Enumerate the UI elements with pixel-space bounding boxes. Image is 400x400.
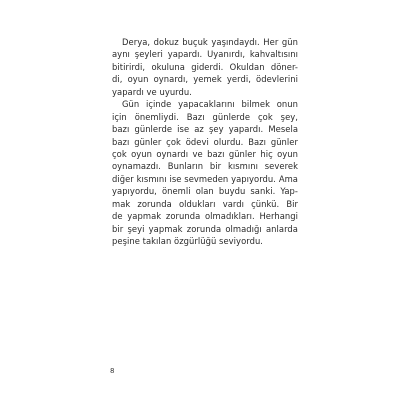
text-line: di, oyun oynardı, yemek yerdi, ödevlerini [112, 74, 298, 85]
text-line: yapardı ve uyurdu. [112, 86, 192, 97]
text-line: çok oyun oynardı ve bazı günler hiç oyun [112, 148, 298, 159]
text-line: yapıyordu, önemli olan buydu sanki. Yap- [112, 186, 298, 197]
paragraph-2 [112, 98, 298, 247]
text-line: de yapmak zorunda olmadıkları. Herhangi [112, 211, 298, 222]
text-line: için önemliydi. Bazı günlerde çok şey, [112, 111, 298, 122]
text-line: bir şeyi yapmak zorunda olmadığı anlarda [112, 223, 298, 234]
text-line: peşine takılan özgürlüğü seviyordu. [112, 236, 264, 246]
body-text [112, 36, 298, 247]
text-line: bazı günler çok ödevi olurdu. Bazı günler [112, 136, 298, 147]
page-number: 8 [110, 367, 115, 375]
text-line: aynı şeyleri yapardı. Uyanırdı, kahvaltısını [112, 49, 298, 60]
text-line: mak zorunda oldukları vardı çünkü. Bir [112, 198, 298, 209]
text-line: bazı günlerde ise az şey yapardı. Mesela [112, 124, 298, 135]
paragraph-1 [112, 36, 298, 98]
text-line: bitirirdi, okuluna giderdi. Okuldan döner- [112, 61, 298, 72]
text-line: oynamazdı. Bunların bir kısmını severek [112, 161, 298, 172]
text-line: diğer kısmını ise sevmeden yapıyordu. Ama [112, 173, 298, 184]
text-line: Gün içinde yapacaklarını bilmek onun [122, 99, 298, 110]
text-line: Derya, dokuz buçuk yaşındaydı. Her gün [122, 37, 298, 47]
